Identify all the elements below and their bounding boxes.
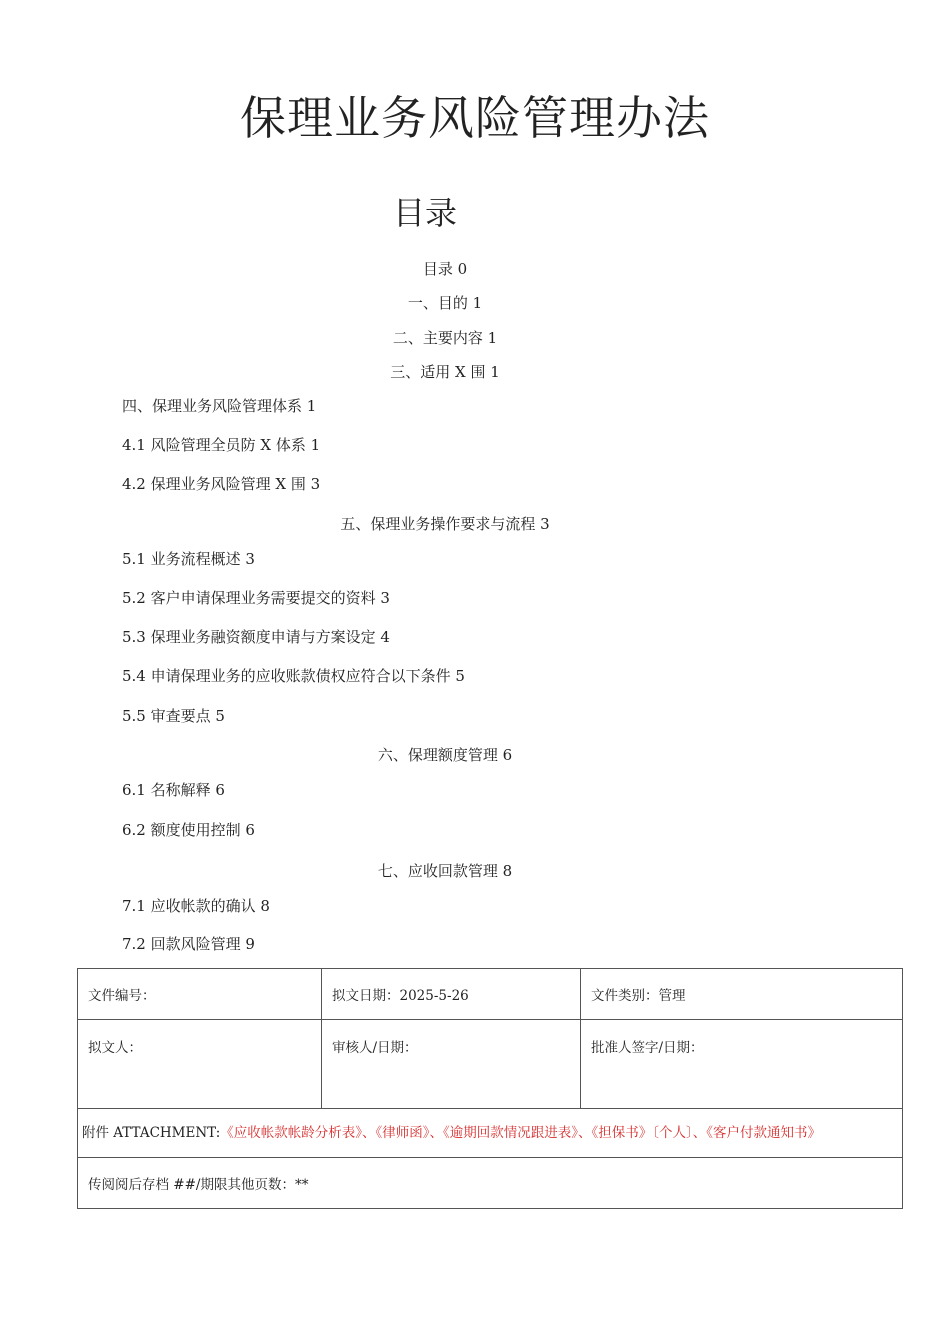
drafter-cell: 拟文人： [78, 1020, 322, 1109]
reviewer-cell: 审核人/日期： [322, 1020, 581, 1109]
toc-entry[interactable]: 7.2 回款风险管理 9 [122, 935, 255, 953]
table-row [78, 969, 903, 1020]
toc-entry[interactable]: 4.1 风险管理全员防 X 体系 1 [122, 436, 321, 454]
toc-entry[interactable]: 一、目的 1 [407, 294, 483, 312]
toc-entry[interactable]: 七、应收回款管理 8 [377, 862, 513, 880]
attachment-label: 附件 ATTACHMENT: [82, 1125, 221, 1141]
toc-entry[interactable]: 5.5 审查要点 5 [122, 707, 225, 725]
circulation-cell: 传阅阅后存档 ##/期限其他页数：** [78, 1158, 903, 1209]
toc-entry[interactable]: 三、适用 X 围 1 [390, 363, 500, 381]
toc-entry[interactable]: 5.2 客户申请保理业务需要提交的资料 3 [122, 589, 390, 607]
toc-entry[interactable]: 六、保理额度管理 6 [377, 746, 513, 764]
attachment-list: 《应收帐款帐龄分析表》、《律师函》、《逾期回款情况跟进表》、《担保书》〔个人〕、《客户付款通知书》 [220, 1125, 821, 1141]
document-info-table [77, 968, 903, 1209]
table-row [78, 1109, 903, 1158]
toc-entry[interactable]: 6.2 额度使用控制 6 [122, 821, 255, 839]
table-row [78, 1158, 903, 1209]
toc-entry[interactable]: 5.4 申请保理业务的应收账款债权应符合以下条件 5 [122, 667, 465, 685]
toc-entry[interactable]: 四、保理业务风险管理体系 1 [122, 397, 317, 415]
table-row [78, 1020, 903, 1109]
toc-entry[interactable]: 6.1 名称解释 6 [122, 781, 225, 799]
toc-entry[interactable]: 5.1 业务流程概述 3 [122, 550, 255, 568]
toc-entry[interactable]: 5.3 保理业务融资额度申请与方案设定 4 [122, 628, 390, 646]
doc-type-cell: 文件类别：管理 [581, 969, 903, 1020]
approver-cell: 批准人签字/日期： [581, 1020, 903, 1109]
toc-entry[interactable]: 4.2 保理业务风险管理 X 围 3 [122, 475, 321, 493]
attachment-cell [78, 1109, 903, 1158]
toc-heading: 目录 [392, 194, 457, 232]
document-title: 保理业务风险管理办法 [240, 91, 710, 145]
toc-entry[interactable]: 五、保理业务操作要求与流程 3 [340, 515, 550, 533]
draft-date-cell: 拟文日期：2025-5-26 [322, 969, 581, 1020]
doc-number-cell: 文件编号： [78, 969, 322, 1020]
toc-entry[interactable]: 二、主要内容 1 [392, 329, 498, 347]
toc-entry[interactable]: 7.1 应收帐款的确认 8 [122, 897, 270, 915]
toc-entry[interactable]: 目录 0 [422, 260, 468, 278]
